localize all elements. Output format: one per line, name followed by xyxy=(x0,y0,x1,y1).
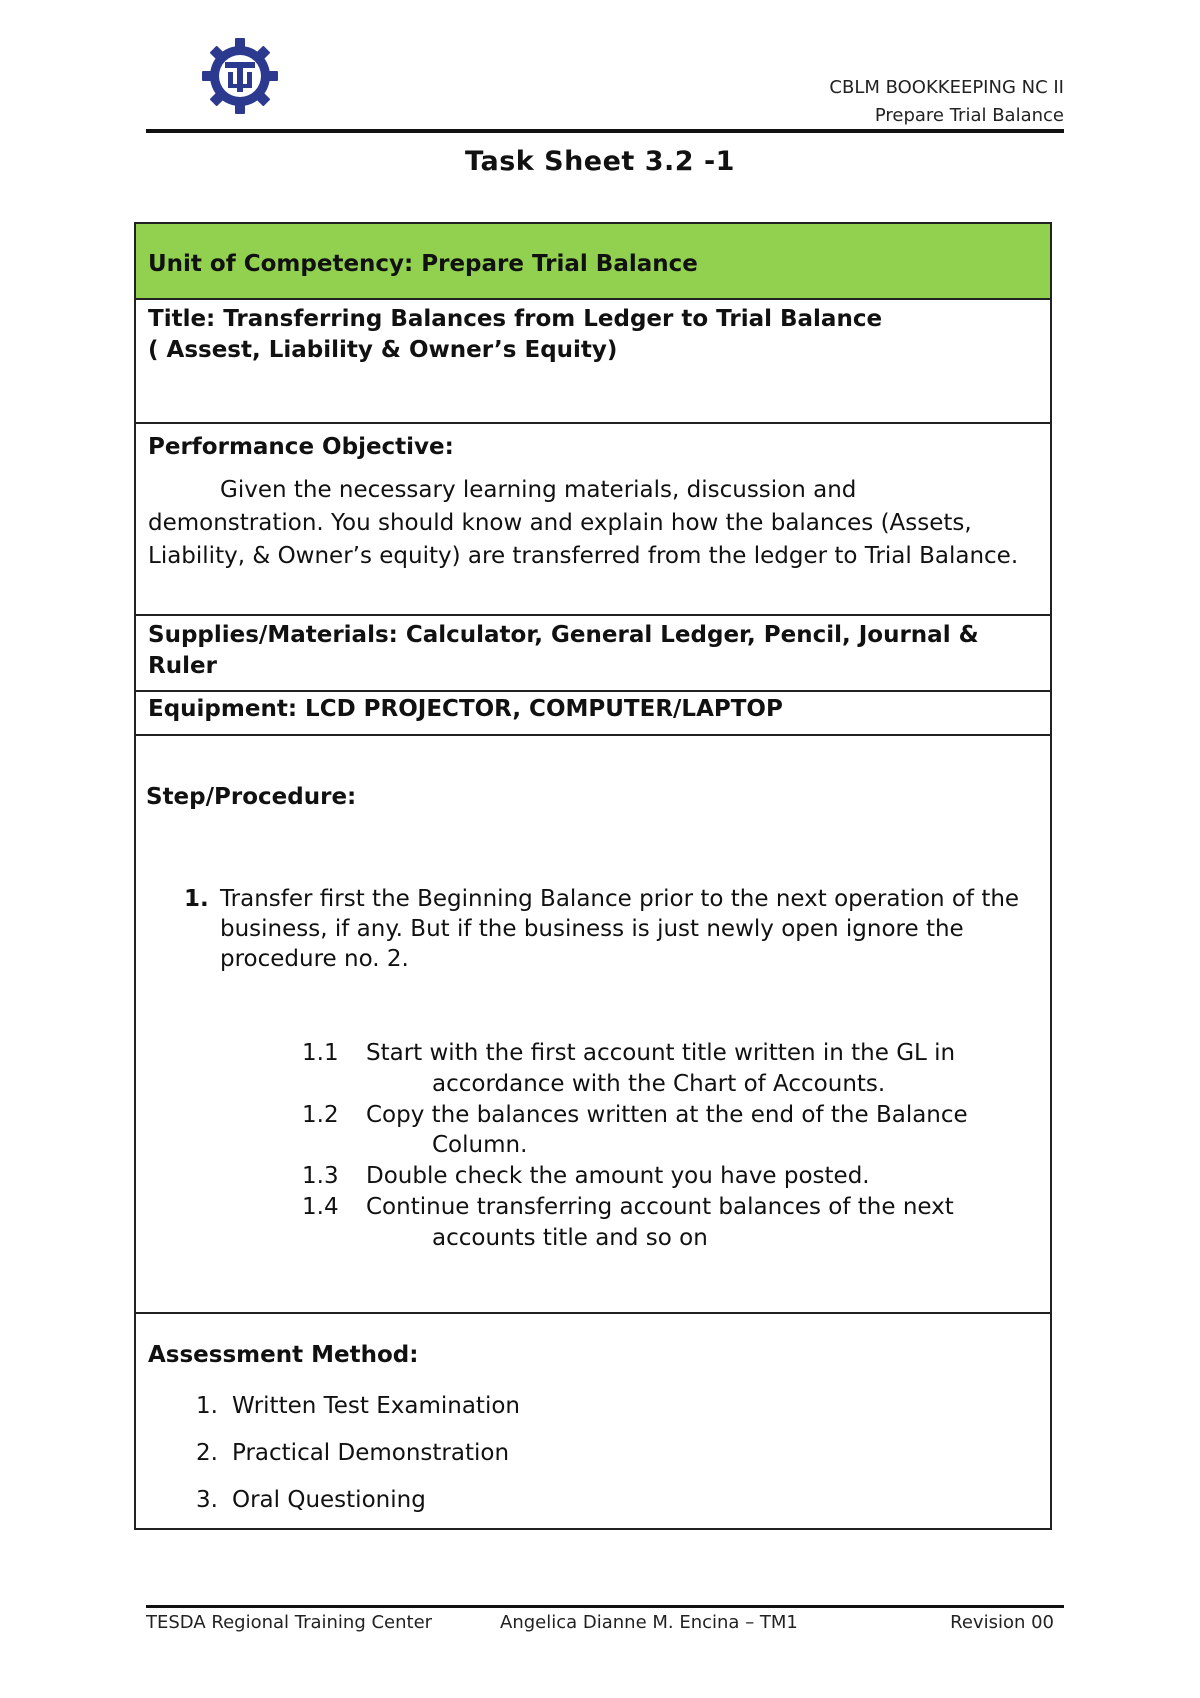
substep-number: 1.4 xyxy=(302,1193,339,1220)
substep-item xyxy=(302,1100,1022,1162)
equipment-row xyxy=(136,692,1050,736)
step-text: Transfer first the Beginning Balance prior to the next operation of the business, if any. But if the business is just newly open ignore the procedure no. 2. xyxy=(220,886,1020,972)
substep-text: Continue transferring account balances of the next xyxy=(366,1193,954,1220)
header-divider xyxy=(146,129,1064,133)
substep-text-continued: accounts title and so on xyxy=(432,1224,708,1251)
task-title-line2: ( Assest, Liability & Owner’s Equity) xyxy=(148,337,618,363)
substep-text: Start with the first account title written in the GL in xyxy=(366,1040,956,1066)
substep-item xyxy=(302,1192,1022,1254)
substep-number: 1.2 xyxy=(302,1101,339,1128)
substep-number: 1.3 xyxy=(302,1163,339,1190)
substep-item xyxy=(302,1038,1022,1100)
substep-list xyxy=(302,1038,1022,1254)
assessment-item xyxy=(148,1429,1038,1476)
task-title-line1: Title: Transferring Balances from Ledger to Trial Balance xyxy=(148,306,883,332)
step-item xyxy=(184,884,1024,974)
procedure-row xyxy=(136,736,1050,1314)
substep-text-continued: accordance with the Chart of Accounts. xyxy=(432,1070,886,1097)
unit-of-competency-row xyxy=(136,224,1050,300)
assessment-text: Written Test Examination xyxy=(232,1392,520,1419)
assessment-number: 2. xyxy=(196,1439,218,1466)
assessment-text: Practical Demonstration xyxy=(232,1439,510,1466)
assessment-list xyxy=(148,1382,1038,1523)
substep-number: 1.1 xyxy=(302,1040,339,1066)
assessment-text: Oral Questioning xyxy=(232,1486,426,1513)
footer-divider xyxy=(146,1605,1064,1608)
substep-text: Double check the amount you have posted. xyxy=(366,1163,870,1190)
procedure-heading: Step/Procedure: xyxy=(146,784,357,810)
assessment-heading: Assessment Method: xyxy=(148,1342,419,1368)
footer-organization: TESDA Regional Training Center xyxy=(146,1612,433,1633)
step-number: 1. xyxy=(184,886,209,912)
equipment-text: Equipment: LCD PROJECTOR, COMPUTER/LAPTOP xyxy=(148,696,783,722)
task-sheet-table xyxy=(134,222,1052,1530)
assessment-item xyxy=(148,1476,1038,1523)
assessment-number: 1. xyxy=(196,1392,218,1419)
performance-objective-heading: Performance Objective: xyxy=(148,434,454,460)
tesda-gear-logo-icon xyxy=(200,36,280,116)
program-name: CBLM BOOKKEEPING NC II xyxy=(829,77,1064,98)
supplies-row xyxy=(136,616,1050,692)
title-row xyxy=(136,300,1050,424)
assessment-item xyxy=(148,1382,1038,1429)
unit-of-competency: Unit of Competency: Prepare Trial Balance xyxy=(148,251,698,277)
performance-objective-row xyxy=(136,424,1050,616)
assessment-number: 3. xyxy=(196,1486,218,1513)
assessment-row xyxy=(136,1314,1050,1528)
substep-text-continued: Column. xyxy=(432,1132,528,1159)
footer-author: Angelica Dianne M. Encina – TM1 xyxy=(500,1612,798,1633)
substep-item xyxy=(302,1161,1022,1192)
substep-text: Copy the balances written at the end of the Balance xyxy=(366,1101,968,1128)
header-block xyxy=(829,74,1064,130)
footer-revision: Revision 00 xyxy=(950,1612,1054,1633)
page-title: Task Sheet 3.2 -1 xyxy=(465,146,735,177)
supplies-text: Supplies/Materials: Calculator, General Ledger, Pencil, Journal & Ruler xyxy=(148,622,979,679)
performance-objective-text: Given the necessary learning materials, discussion and demonstration. You should know and explain how the balances (Assets, Liability, & Owner’s equity) are transferred from the ledger to Trial Balance. xyxy=(148,477,1019,569)
module-name: Prepare Trial Balance xyxy=(874,105,1064,126)
